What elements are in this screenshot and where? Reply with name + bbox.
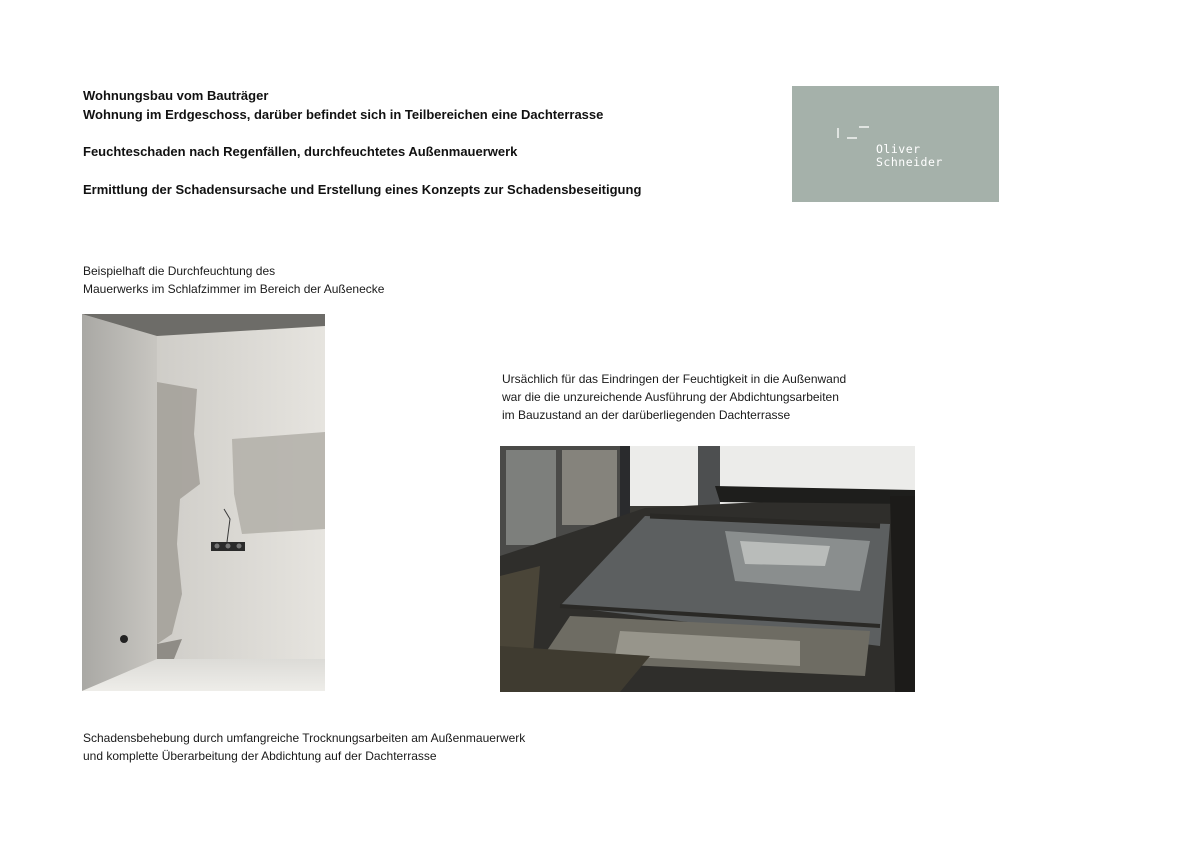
caption-right bbox=[502, 370, 846, 424]
photo-bedroom-wall bbox=[82, 314, 325, 691]
logo-last-name: Schneider bbox=[876, 155, 943, 169]
caption-left bbox=[83, 262, 384, 298]
logo-first-name: Oliver bbox=[876, 142, 921, 156]
heading-line-3: Feuchteschaden nach Regenfällen, durchfeuchtetes Außenmauerwerk bbox=[83, 144, 518, 159]
heading-line-1: Wohnungsbau vom Bauträger bbox=[83, 88, 269, 103]
caption-right-line-1: Ursächlich für das Eindringen der Feuchtigkeit in die Außenwand bbox=[502, 372, 847, 386]
caption-left-line-2: Mauerwerks im Schlafzimmer im Bereich der Außenecke bbox=[83, 282, 385, 296]
photo-roof-terrace bbox=[500, 446, 915, 692]
footer-line-2: und komplette Überarbeitung der Abdichtung auf der Dachterrasse bbox=[83, 749, 437, 763]
footer-line-1: Schadensbehebung durch umfangreiche Trocknungsarbeiten am Außenmauerwerk bbox=[83, 731, 526, 745]
logo-name bbox=[876, 143, 943, 169]
heading-line-4: Ermittlung der Schadensursache und Erstellung eines Konzepts zur Schadensbeseitigung bbox=[83, 182, 642, 197]
caption-right-line-2: war die die unzureichende Ausführung der Abdichtungsarbeiten bbox=[502, 390, 839, 404]
logo-mark-icon bbox=[836, 126, 876, 142]
caption-left-line-1: Beispielhaft die Durchfeuchtung des bbox=[83, 264, 276, 278]
caption-right-line-3: im Bauzustand an der darüberliegenden Dachterrasse bbox=[502, 408, 791, 422]
footer-text bbox=[83, 729, 525, 765]
company-logo bbox=[792, 86, 999, 202]
heading-line-2: Wohnung im Erdgeschoss, darüber befindet sich in Teilbereichen eine Dachterrasse bbox=[83, 107, 604, 122]
